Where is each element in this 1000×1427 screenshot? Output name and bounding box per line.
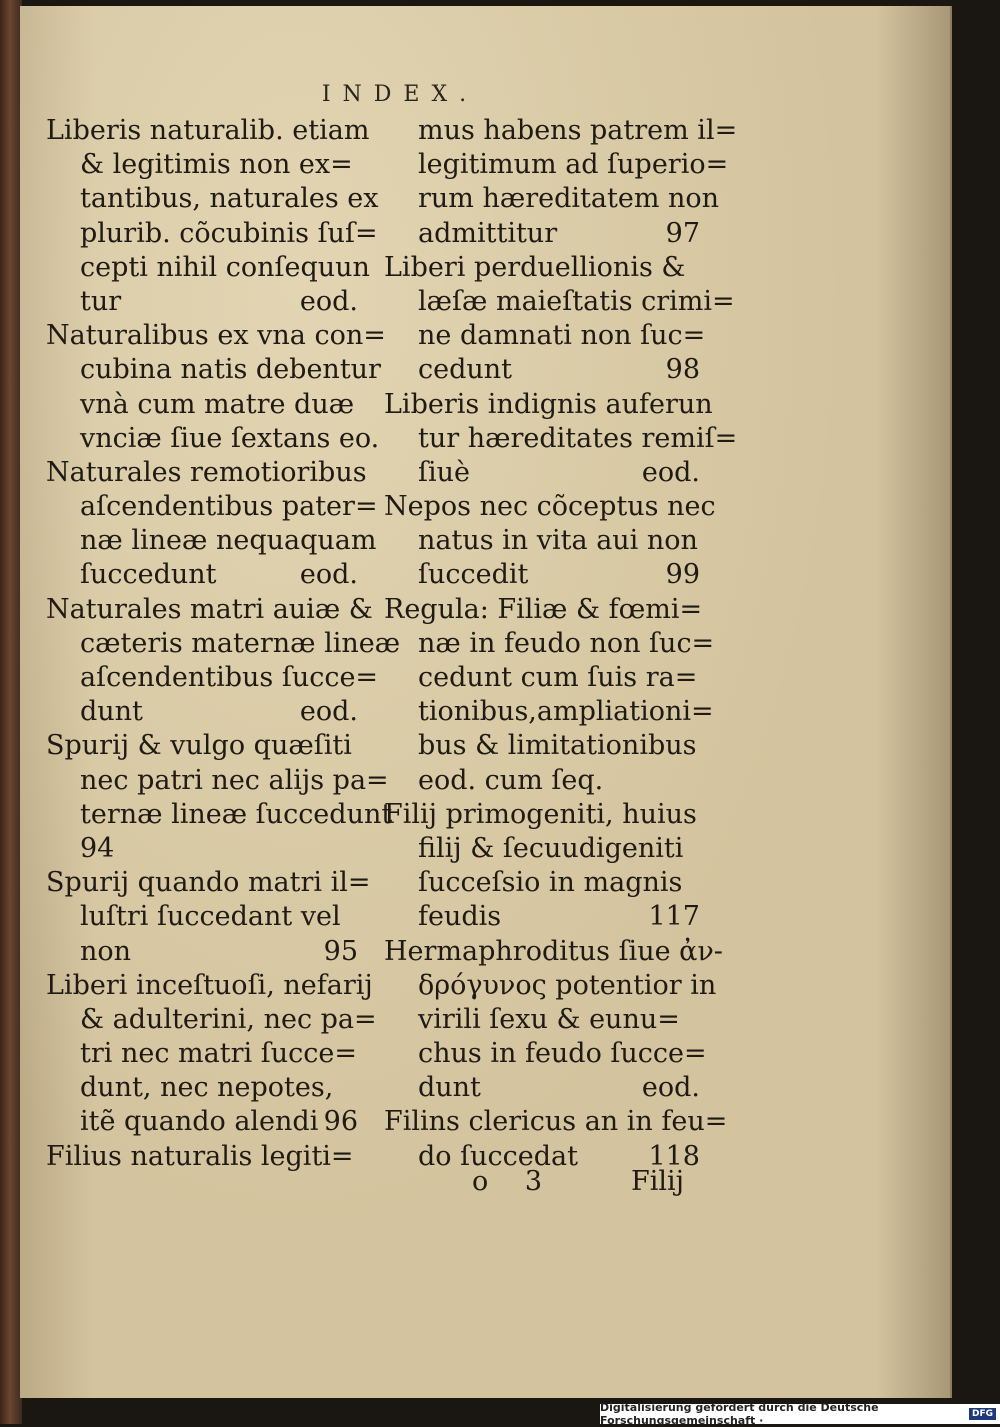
index-line: bus & limitationibus bbox=[418, 730, 697, 762]
index-line: & legitimis non ex= bbox=[80, 149, 353, 181]
index-line-text: non bbox=[80, 935, 132, 967]
index-line: eod. cum ſeq. bbox=[418, 764, 604, 796]
index-line: cæteris maternæ lineæ bbox=[80, 627, 401, 659]
index-line: tur hæreditates remiſ= bbox=[418, 422, 738, 454]
index-line: Liberi perduellionis & bbox=[384, 251, 686, 283]
index-line: luſtri ſuccedant vel bbox=[80, 901, 341, 933]
book-edge bbox=[0, 0, 22, 1424]
index-line bbox=[384, 558, 704, 592]
page-reference: eod. bbox=[299, 696, 358, 728]
index-line: ſucceſsio in magnis bbox=[418, 867, 683, 899]
page-reference: 99 bbox=[665, 559, 700, 591]
index-line bbox=[384, 217, 704, 251]
index-line bbox=[384, 456, 704, 490]
index-line-text: ſuccedunt bbox=[80, 559, 217, 591]
index-line: Spurij quando matri il= bbox=[46, 867, 371, 899]
index-line bbox=[46, 695, 362, 729]
index-line: Spurij & vulgo quæſiti bbox=[46, 730, 352, 762]
index-line: ternæ lineæ ſuccedunt bbox=[80, 798, 393, 830]
index-line: tri nec matri ſucce= bbox=[80, 1038, 357, 1070]
index-line: ne damnati non ſuc= bbox=[418, 320, 706, 352]
index-line: Regula: Filiæ & fœmi= bbox=[384, 593, 703, 625]
left-column bbox=[46, 114, 401, 1174]
index-line: cedunt cum ſuis ra= bbox=[418, 662, 698, 693]
index-line: Naturales matri auiæ & bbox=[46, 593, 373, 625]
index-line: vnciæ ſiue ſextans eo. bbox=[80, 422, 380, 454]
page-reference: 95 bbox=[323, 935, 358, 967]
index-line: vnà cum matre duæ bbox=[80, 388, 355, 420]
page-reference: 96 bbox=[323, 1106, 358, 1138]
index-line: dunt, nec nepotes, bbox=[80, 1072, 334, 1104]
page-reference: eod. bbox=[641, 456, 700, 488]
catchline bbox=[472, 1166, 684, 1197]
page-reference: 98 bbox=[665, 354, 700, 386]
index-line bbox=[46, 285, 362, 319]
footer-credit: Digitalisierung gefördert durch die Deutsche Forschungsgemeinschaft · bbox=[600, 1401, 879, 1427]
index-line: Hermaphroditus ſiue ἀν- bbox=[384, 935, 723, 967]
index-line-text: tur bbox=[80, 285, 122, 317]
index-line: chus in feudo ſucce= bbox=[418, 1038, 707, 1070]
page-reference: eod. bbox=[299, 559, 358, 591]
index-line-text: ſuccedit bbox=[418, 559, 529, 591]
index-line: mus habens patrem il= bbox=[418, 115, 738, 146]
index-line-text: feudis bbox=[418, 901, 502, 933]
dfg-logo-icon: DFG bbox=[969, 1408, 996, 1420]
right-column bbox=[384, 114, 738, 1174]
index-line bbox=[384, 900, 704, 934]
catchword: Filij bbox=[630, 1166, 684, 1197]
index-line: tantibus, naturales ex bbox=[80, 183, 379, 215]
index-line: næ lineæ nequaquam bbox=[80, 525, 377, 557]
index-line: Nepos nec cõceptus nec bbox=[384, 491, 716, 523]
page-reference: 97 bbox=[665, 217, 700, 249]
index-line: cepti nihil conſequun bbox=[80, 251, 370, 283]
page-reference: 118 bbox=[648, 1140, 700, 1172]
page-header: INDEX. bbox=[321, 82, 479, 107]
index-line: & adulterini, nec pa= bbox=[80, 1003, 377, 1035]
index-line: aſcendentibus ſucce= bbox=[80, 662, 379, 693]
index-line: legitimum ad ſuperio= bbox=[418, 149, 729, 181]
index-line-text: dunt bbox=[80, 696, 143, 728]
index-line: Liberis indignis auferun bbox=[384, 388, 713, 420]
index-line: natus in vita aui non bbox=[418, 525, 698, 557]
index-line-text: ſiuè bbox=[418, 456, 470, 488]
index-line: Naturalibus ex vna con= bbox=[46, 320, 386, 352]
index-line: nec patri nec alijs pa= bbox=[80, 764, 389, 796]
index-line: næ in feudo non ſuc= bbox=[418, 627, 715, 659]
index-line: plurib. cõcubinis ſuſ= bbox=[80, 217, 378, 249]
index-line: Filius naturalis legiti= bbox=[46, 1140, 354, 1172]
index-line: Filij primogeniti, huius bbox=[384, 798, 697, 830]
index-line: cubina natis debentur bbox=[80, 354, 381, 386]
index-line bbox=[46, 1105, 362, 1139]
page-reference: 117 bbox=[648, 901, 700, 933]
index-line: rum hæreditatem non bbox=[418, 183, 720, 215]
index-line: Liberi inceſtuoſi, nefarij bbox=[46, 969, 373, 1001]
index-line bbox=[46, 935, 362, 969]
index-line bbox=[46, 558, 362, 592]
index-line-text: admittitur bbox=[418, 217, 558, 249]
footer-bar bbox=[600, 1401, 1000, 1427]
index-line-text: dunt bbox=[418, 1072, 481, 1104]
index-line: δρόγυνος potentior in bbox=[418, 969, 717, 1001]
index-line: Filins clericus an in feu= bbox=[384, 1106, 728, 1138]
index-line bbox=[384, 1071, 704, 1105]
index-line bbox=[384, 353, 704, 387]
page-reference: eod. bbox=[641, 1072, 700, 1104]
index-line: tionibus,ampliationi= bbox=[418, 696, 714, 728]
index-line: filij & ſecuudigeniti bbox=[418, 832, 684, 864]
index-line: virili ſexu & eunu= bbox=[418, 1003, 680, 1035]
index-line: Liberis naturalib. etiam bbox=[46, 115, 370, 146]
index-line: 94 bbox=[80, 832, 115, 864]
index-line-text: cedunt bbox=[418, 354, 513, 386]
index-line: Naturales remotioribus bbox=[46, 456, 367, 488]
signature-mark: o 3 bbox=[472, 1166, 557, 1197]
index-line-text: do ſuccedat bbox=[418, 1140, 578, 1172]
index-line: læſæ maieſtatis crimi= bbox=[418, 285, 735, 317]
page-reference: eod. bbox=[299, 285, 358, 317]
index-line: aſcendentibus pater= bbox=[80, 491, 378, 523]
index-line-text: itẽ quando alendi bbox=[80, 1106, 319, 1138]
